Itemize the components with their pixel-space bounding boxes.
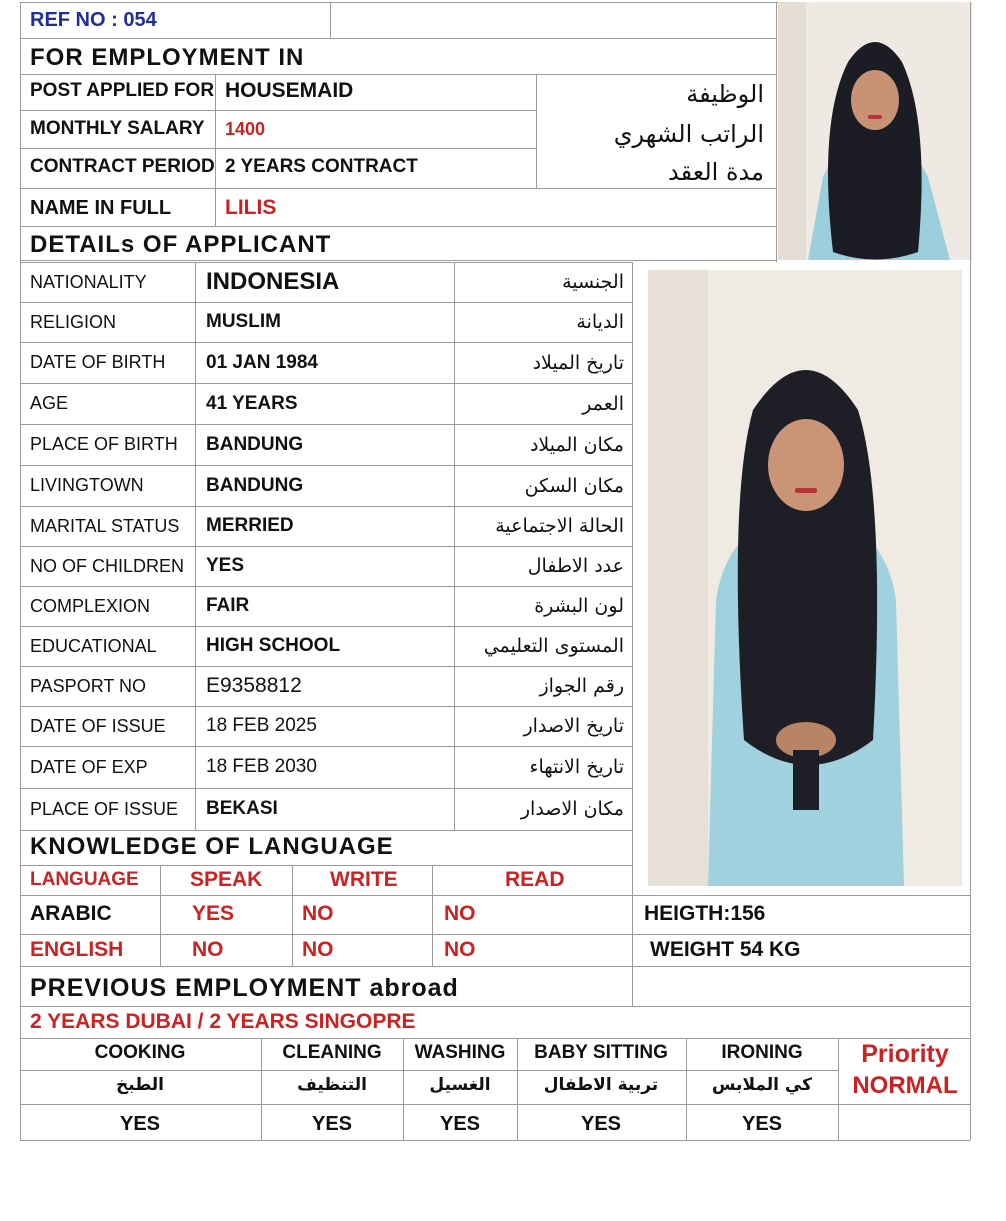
language-title: KNOWLEDGE OF LANGUAGE (30, 833, 394, 860)
detail-value: MUSLIM (206, 311, 281, 332)
contract-arabic: مدة العقد (668, 158, 764, 186)
detail-value: 18 FEB 2025 (206, 715, 317, 736)
detail-label: DATE OF ISSUE (30, 715, 166, 736)
grid-line (20, 895, 970, 896)
skill-header: WASHING (414, 1042, 506, 1063)
grid-line (454, 262, 455, 830)
skill-header-arabic: التنظيف (297, 1075, 367, 1095)
skill-header: IRONING (721, 1042, 803, 1063)
grid-line (20, 226, 776, 227)
detail-label: NO OF CHILDREN (30, 555, 185, 576)
grid-line (776, 2, 777, 262)
ref-number (20, 2, 330, 38)
detail-label: DATE OF EXP (30, 756, 148, 777)
detail-value: INDONESIA (206, 268, 340, 295)
english-write: NO (302, 938, 334, 961)
grid-line (20, 706, 632, 707)
detail-label: MARITAL STATUS (30, 515, 180, 536)
grid-line (432, 865, 433, 966)
contract-value: 2 YEARS CONTRACT (225, 156, 418, 177)
previous-title: PREVIOUS EMPLOYMENT abroad (30, 973, 459, 1002)
salary-arabic: الراتب الشهري (613, 120, 764, 148)
name-value: LILIS (225, 196, 277, 219)
detail-value: 18 FEB 2030 (206, 756, 317, 777)
detail-arabic: لون البشرة (534, 595, 624, 617)
language-header-language: LANGUAGE (30, 869, 139, 890)
applicant-photo-small-image (778, 2, 972, 260)
grid-line (20, 74, 776, 75)
applicant-photo-large-image (648, 270, 962, 886)
detail-arabic: رقم الجواز (539, 675, 624, 697)
detail-label: PASPORT NO (30, 675, 147, 696)
grid-line (838, 1038, 839, 1140)
grid-line (20, 1104, 970, 1105)
grid-line (20, 262, 632, 263)
arabic-write: NO (302, 902, 334, 925)
grid-line (517, 1038, 518, 1140)
detail-arabic: الجنسية (562, 271, 624, 293)
weight-value: WEIGHT 54 KG (650, 938, 801, 961)
grid-line (20, 830, 632, 831)
arabic-read: NO (444, 902, 476, 925)
detail-arabic: مكان السكن (524, 474, 624, 497)
grid-line (20, 342, 632, 343)
detail-arabic: الديانة (576, 311, 624, 333)
skill-value: YES (119, 1112, 161, 1135)
detail-arabic: تاريخ الاصدار (523, 715, 624, 737)
detail-arabic: تاريخ الانتهاء (529, 756, 624, 778)
grid-line (20, 1038, 970, 1039)
detail-value: 41 YEARS (206, 392, 298, 414)
arabic-speak: YES (192, 902, 235, 925)
detail-arabic: الحالة الاجتماعية (495, 515, 624, 537)
skill-header: BABY SITTING (534, 1042, 668, 1063)
language-header-speak: SPEAK (190, 868, 263, 891)
skill-header: CLEANING (282, 1042, 382, 1063)
detail-arabic: عدد الاطفال (527, 555, 624, 577)
skill-value: YES (741, 1112, 783, 1135)
language-arabic: ARABIC (30, 902, 112, 925)
grid-line (215, 74, 216, 226)
grid-line (330, 2, 331, 38)
skill-header: COOKING (94, 1042, 186, 1063)
salary-label: MONTHLY SALARY (30, 118, 205, 139)
detail-label: NATIONALITY (30, 271, 147, 292)
post-value: HOUSEMAID (225, 79, 354, 102)
grid-line (215, 110, 536, 111)
grid-line (20, 110, 215, 111)
grid-line (686, 1038, 687, 1140)
grid-line (20, 865, 632, 866)
detail-arabic: تاريخ الميلاد (532, 351, 624, 374)
grid-line (20, 424, 632, 425)
grid-line (20, 38, 776, 39)
grid-line (20, 586, 632, 587)
grid-line (20, 188, 776, 189)
detail-value: BANDUNG (206, 474, 304, 496)
grid-line (261, 1038, 262, 1140)
grid-line (20, 506, 632, 507)
grid-line (20, 302, 632, 303)
detail-label: DATE OF BIRTH (30, 352, 166, 372)
grid-line (20, 934, 970, 935)
language-english: ENGLISH (30, 938, 124, 961)
grid-line (20, 2, 21, 1140)
detail-value: BANDUNG (206, 433, 304, 455)
priority-value: NORMAL (852, 1072, 958, 1099)
detail-value: FAIR (206, 595, 250, 616)
skill-value: YES (580, 1112, 622, 1135)
contract-label: CONTRACT PERIOD (30, 156, 215, 177)
detail-arabic: المستوى التعليمي (483, 635, 624, 657)
detail-label: PLACE OF ISSUE (30, 798, 179, 819)
skill-value: YES (311, 1112, 353, 1135)
grid-line (403, 1038, 404, 1140)
grid-line (195, 262, 196, 830)
detail-label: RELIGION (30, 311, 117, 332)
detail-label: PLACE OF BIRTH (30, 434, 178, 454)
grid-line (20, 2, 778, 3)
detail-arabic: مكان الاصدار (520, 798, 624, 820)
name-label: NAME IN FULL (30, 196, 172, 219)
detail-label: AGE (30, 393, 69, 413)
grid-line (20, 1140, 970, 1141)
english-speak: NO (192, 938, 224, 961)
detail-arabic: مكان الميلاد (529, 433, 624, 456)
ref-number-text: REF NO : 054 (30, 8, 157, 31)
grid-line (160, 865, 161, 966)
grid-line (20, 1070, 838, 1071)
grid-line (20, 626, 632, 627)
grid-line (20, 546, 632, 547)
grid-line (20, 788, 632, 789)
grid-line (20, 148, 536, 149)
for-employment-title (20, 40, 620, 76)
detail-value: E9358812 (206, 674, 302, 697)
previous-value: 2 YEARS DUBAI / 2 YEARS SINGOPRE (30, 1010, 416, 1033)
details-title: DETAILs OF APPLICANT (30, 231, 332, 258)
grid-line (20, 383, 632, 384)
skill-header-arabic: كي الملابس (712, 1075, 812, 1095)
grid-line (20, 746, 632, 747)
grid-line (20, 966, 970, 967)
detail-value: 01 JAN 1984 (206, 351, 318, 373)
language-header-read: READ (505, 868, 565, 891)
english-read: NO (444, 938, 476, 961)
detail-value: BEKASI (206, 798, 278, 819)
skill-header-arabic: تربية الاطفال (543, 1075, 659, 1095)
detail-value: HIGH SCHOOL (206, 635, 341, 656)
grid-line (20, 465, 632, 466)
detail-label: COMPLEXION (30, 595, 151, 616)
for-employment-text: FOR EMPLOYMENT IN (30, 44, 305, 71)
detail-value: MERRIED (206, 515, 294, 536)
grid-line (292, 865, 293, 966)
detail-label: LIVINGTOWN (30, 475, 144, 495)
skill-header-arabic: الطبخ (116, 1075, 164, 1095)
skill-header-arabic: الغسيل (429, 1075, 491, 1095)
grid-line (20, 260, 776, 261)
height-value: HEIGTH:156 (644, 902, 766, 925)
post-label: POST APPLIED FOR (30, 80, 215, 101)
priority-label: Priority (861, 1039, 949, 1068)
detail-arabic: العمر (582, 392, 624, 415)
applicant-photo-large (648, 270, 962, 886)
grid-line (536, 74, 537, 188)
detail-label: EDUCATIONAL (30, 635, 157, 656)
post-arabic: الوظيفة (686, 80, 764, 108)
grid-line (970, 2, 971, 1140)
grid-line (20, 666, 632, 667)
grid-line (20, 1006, 970, 1007)
detail-value: YES (206, 555, 245, 576)
skill-value: YES (439, 1112, 481, 1135)
salary-value: 1400 (225, 118, 266, 139)
language-header-write: WRITE (330, 868, 398, 891)
applicant-photo-small (778, 2, 972, 260)
